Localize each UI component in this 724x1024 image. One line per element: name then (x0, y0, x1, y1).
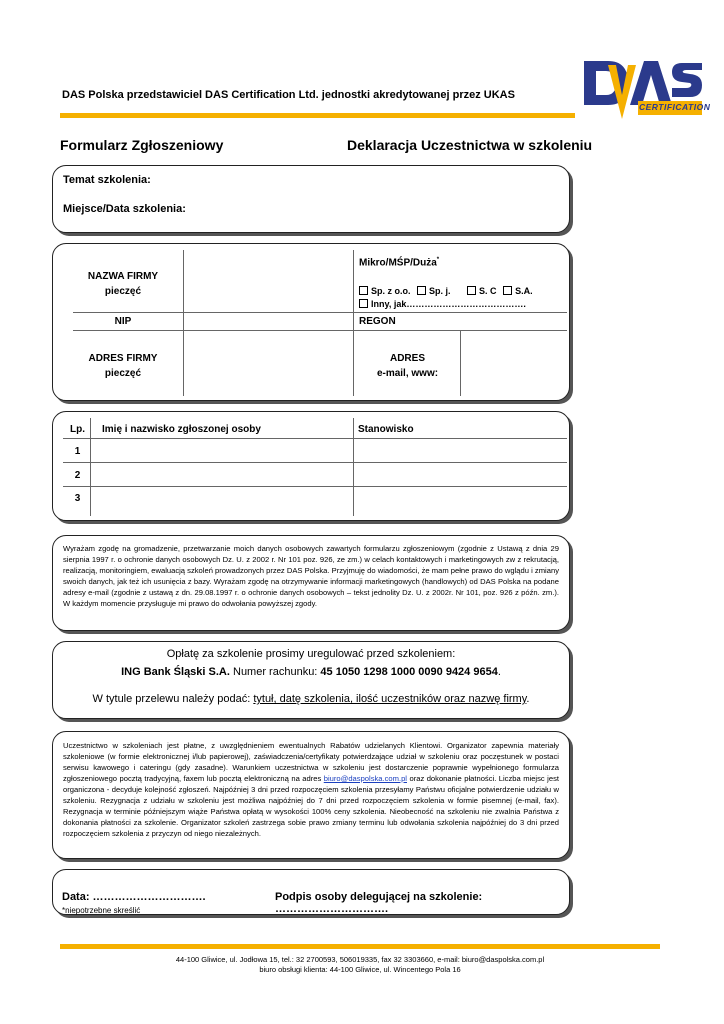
training-box (52, 165, 570, 233)
training-topic-label: Temat szkolenia: (63, 174, 151, 186)
participant-position-field[interactable] (355, 488, 565, 514)
regon-label: REGON (359, 316, 396, 327)
checkbox-icon (417, 286, 426, 295)
date-field[interactable]: Data: …………………………. (62, 891, 206, 903)
header-tagline: DAS Polska przedstawiciel DAS Certification Ltd. jednostki akredytowanej przez UKAS (62, 89, 515, 101)
checkbox-icon (503, 286, 512, 295)
contact-field[interactable] (462, 332, 566, 394)
payment-box (52, 641, 570, 719)
company-name-label: NAZWA FIRMY pieczęć (87, 271, 159, 297)
participant-position-field[interactable] (355, 464, 565, 485)
participants-box (52, 411, 570, 521)
account-number: 45 1050 1298 1000 0090 9424 9654 (320, 666, 498, 678)
opt-sa[interactable]: S.A. (503, 286, 533, 296)
form-subtitle: Deklaracja Uczestnictwa w szkoleniu (347, 137, 593, 153)
payment-line-1: Opłatę za szkolenie prosimy uregulować przed szkoleniem: (166, 648, 456, 660)
payment-title-line: W tytule przelewu należy podać: tytuł, datę szkolenia, ilość uczestników oraz nazwę firmy. (92, 693, 530, 705)
company-address-label: ADRES FIRMY pieczęć (88, 353, 158, 379)
consent-box (52, 535, 570, 631)
opt-sp-zoo[interactable]: Sp. z o.o. (359, 286, 411, 296)
footer-gold-bar (60, 944, 660, 949)
das-logo-sub: CERTIFICATION (639, 102, 711, 112)
checkbox-icon (359, 286, 368, 295)
col-header-position: Stanowisko (358, 424, 414, 435)
das-logo (578, 55, 711, 125)
email-link[interactable]: biuro@daspolska.com.pl (323, 774, 407, 783)
terms-text: Uczestnictwo w szkoleniach jest płatne, z uwzględnieniem ewentualnych Rabatów udzielanych Klientowi. Organizator zapewnia materiały szkoleniowe (w formie elektronicznej i/lub papierowej), zaświadczenia/certyfikaty potwierdzające udział w szkoleniu oraz poczęstunek w postaci serwisu kawowego i cateringu (gdy zasadne). Warunkiem uczestnictwa w szkoleniu jest dostarczenie poprawnie wypełnionego formularza zgłoszeniowego pocztą tradycyjną, faxem lub pocztą elektroniczną na adres biuro@daspolska.com.pl oraz dokonanie płatności. Liczba miejsc jest organiczona - decyduje kolejność zgłoszeń. Najpóźniej 3 dni przed rozpoczęciem szkolenia przesyłamy Państwu oficjalne potwierdzenie udziału w szkoleniu. Rezygnacja z udziału w szkoleniu jest możliwa najpóźniej do 7 dni przed rozpoczęciem szkolenia w formie pisemnej (e-mail, fax). Rezygnacja w terminie późniejszym wiąże Państwa opłatą w wysokości 100% ceny szkolenia. Nieobecność na szkoleniu nie zwalnia Państwa z dokonania płatności za szkolenie. Organizator szkoleń zastrzega sobie prawo zmiany terminu lub odwołania szkolenia najpóźniej do 3 dni przed rozpoczęciem szkolenia z przyczyn od niego niezależnych. (63, 741, 559, 838)
table-row-number: 2 (74, 470, 81, 481)
opt-other[interactable]: Inny, jak…………………………………. (359, 299, 526, 309)
signature-field[interactable]: Podpis osoby delegującej na szkolenie: …………………………. (275, 891, 483, 915)
bank-name: ING Bank Śląski S.A. (121, 666, 230, 678)
col-header-lp: Lp. (70, 424, 85, 435)
contact-label: ADRES e-mail, www: (376, 353, 439, 379)
table-row-number: 1 (74, 446, 81, 457)
table-row-number: 3 (74, 493, 81, 504)
signature-box (52, 869, 570, 915)
participant-name-field[interactable] (92, 488, 352, 514)
consent-text: Wyrażam zgodę na gromadzenie, przetwarzanie moich danych osobowych zawartych formularzu zgłoszeniowym (zgodnie z Ustawą z dnia 29 sierpnia 1997 r. o ochronie danych osobowych Dz. U. z 2002 r. Nr 101 poz. 926, ze zm.) w celach kontaktowych i marketingowych zw z rekrutacją, realizacją, monitoringiem, ewaluacją szkoleń prowadzonych przez DAS Polska. Przyjmuję do wiadomości, że mam pełne prawo do wglądu i zmiany swoich danych, jak też ich usunięcia z bazy. Wyrażam zgodę na otrzymywanie informacji marketingowych (handlowych) od DAS Polska na podane adresy e-mail (zgodnie z ustawą z dn. 29.08.1997 r. o ochronie danych osobowych – tekst jednolity Dz. U. z 2002r. Nr 101, poz. 926 z późn. zm.). W każdym momencie przysługuje mi prawo do odwołania powyższej zgody. (63, 544, 559, 608)
footer-address: 44-100 Gliwice, ul. Jodłowa 15, tel.: 32 2700593, 506019335, fax 32 3303660, e-mail: biuro@daspolska.com.pl biuro obsługi klienta: 44-100 Gliwice, ul. Wincentego Pola 16 (175, 955, 545, 974)
opt-sc[interactable]: S. C (467, 286, 497, 296)
nip-field[interactable] (185, 314, 351, 329)
training-place-label: Miejsce/Data szkolenia: (63, 203, 186, 215)
legal-form-options (359, 286, 533, 296)
participant-position-field[interactable] (355, 440, 565, 461)
form-title: Formularz Zgłoszeniowy (60, 137, 224, 153)
col-header-name: Imię i nazwisko zgłoszonej osoby (102, 424, 261, 435)
company-address-field[interactable] (185, 332, 351, 394)
footnote: *niepotrzebne skreślić (62, 906, 141, 915)
company-size-label: Mikro/MŚP/Duża* (359, 257, 440, 269)
opt-spj[interactable]: Sp. j. (417, 286, 451, 296)
terms-box (52, 731, 570, 859)
nip-label: NIP (114, 316, 132, 327)
header-gold-bar (60, 113, 575, 118)
payment-account-line: ING Bank Śląski S.A. Numer rachunku: 45 1050 1298 1000 0090 9424 9654. (121, 666, 501, 678)
regon-field[interactable] (403, 314, 563, 329)
checkbox-icon (467, 286, 476, 295)
checkbox-icon (359, 299, 368, 308)
company-name-field[interactable] (185, 252, 351, 310)
participant-name-field[interactable] (92, 464, 352, 485)
participant-name-field[interactable] (92, 440, 352, 461)
company-box (52, 243, 570, 401)
